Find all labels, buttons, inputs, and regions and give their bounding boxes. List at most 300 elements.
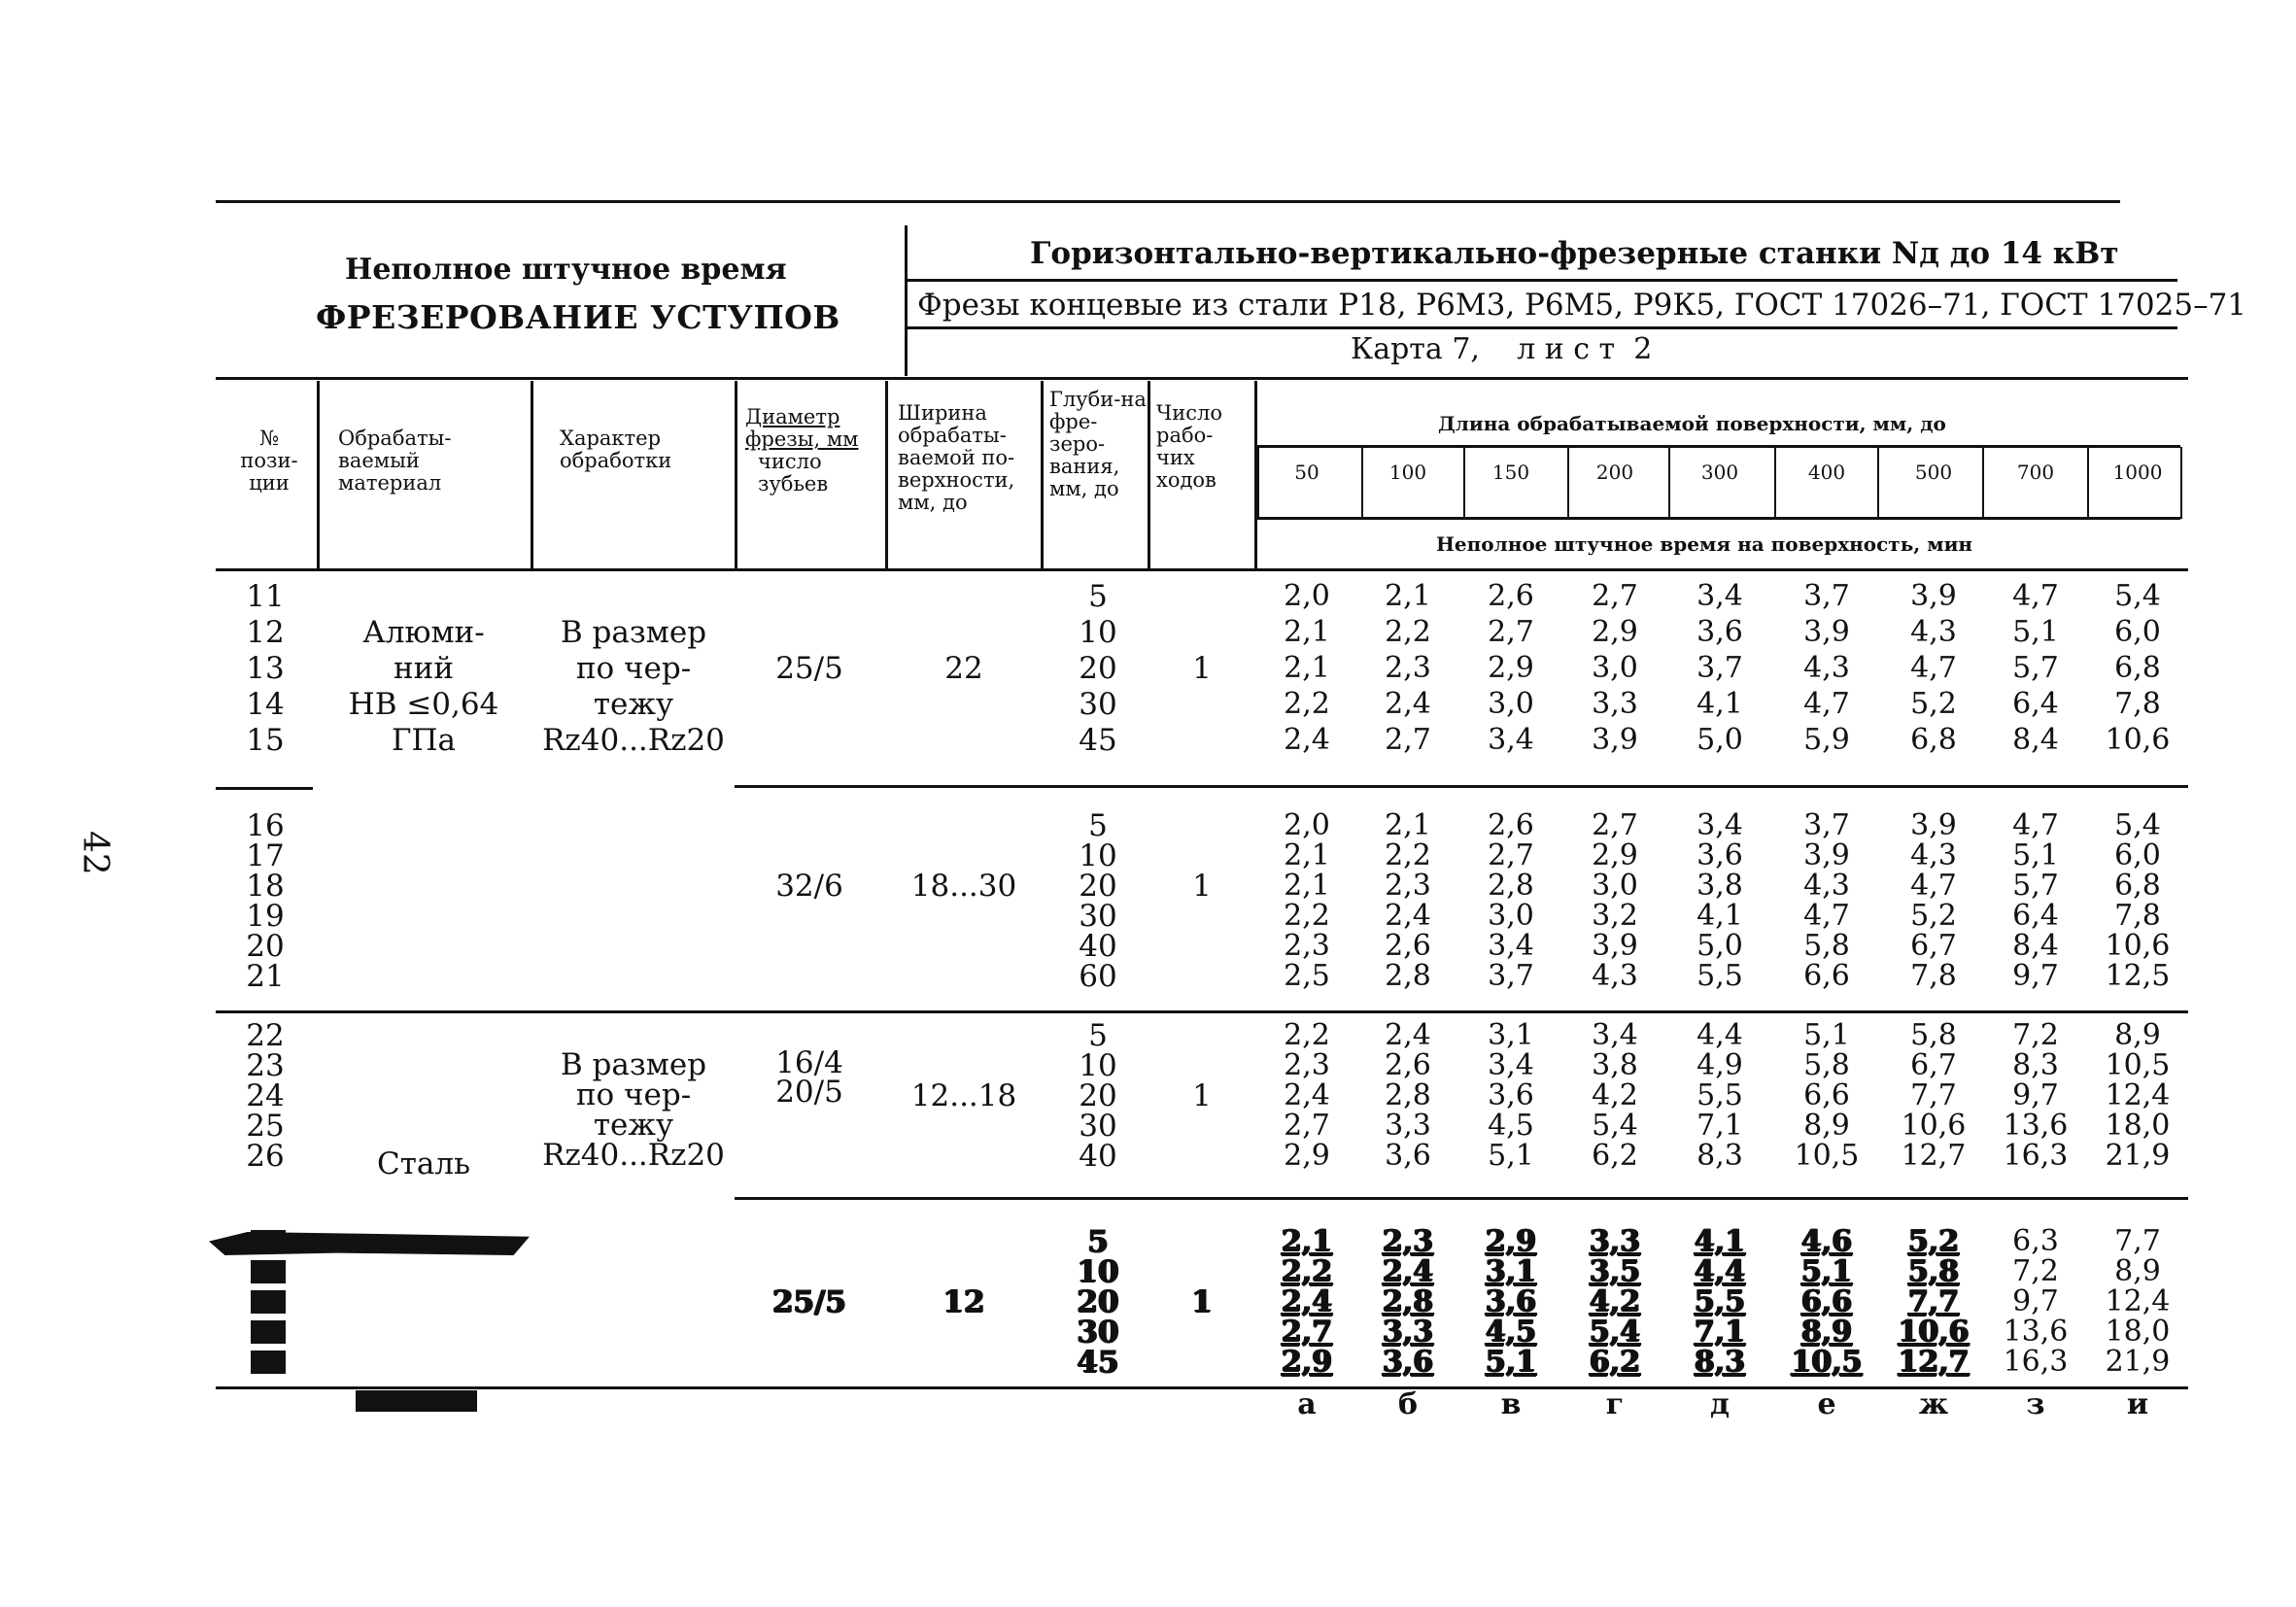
tick-divider [2180,447,2182,519]
time-cell: 8,9 [2114,1254,2161,1288]
time-cell: 2,9 [1485,1224,1537,1258]
time-cell: 2,1 [1284,869,1330,903]
index-label-blot [356,1390,477,1412]
time-cell: 4,7 [1910,651,1957,685]
time-cell: 5,9 [1803,723,1850,757]
time-cell: 2,3 [1382,1224,1434,1258]
position-blot [251,1290,286,1314]
time-cell: 6,8 [2114,869,2161,903]
time-cell: 3,7 [1803,579,1850,613]
position-number: 16 [246,808,285,843]
time-cell: 3,6 [1696,615,1743,649]
depth-value: 10 [1079,838,1117,873]
time-cell: 6,0 [2114,838,2161,872]
time-cell: 3,8 [1592,1048,1638,1082]
card-label: Карта 7, л и с т 2 [1351,332,1653,366]
position-number: 12 [246,615,285,650]
time-cell: 13,6 [2003,1109,2069,1143]
time-cell: 3,6 [1488,1078,1534,1112]
time-cell: 2,4 [1385,899,1431,933]
time-cell: 5,1 [1485,1345,1537,1379]
page-number: 42 [75,831,115,875]
header-width: Ширина обрабаты-ваемой по-верхности, мм, до [898,401,1015,514]
depth-value: 5 [1088,1018,1108,1053]
character-text: тежу [593,1108,674,1143]
time-cell: 2,1 [1284,651,1330,685]
time-cell: 3,4 [1696,579,1743,613]
time-cell: 8,4 [2012,929,2059,963]
time-cell: 4,7 [1910,869,1957,903]
time-cell: 5,2 [1910,899,1957,933]
time-cell: 5,1 [2012,615,2059,649]
time-cell: 21,9 [2105,1345,2171,1379]
time-cell: 2,9 [1284,1139,1330,1173]
time-cell: 5,5 [1696,959,1743,993]
passes-value: 1 [1192,651,1212,686]
page-title: ФРЕЗЕРОВАНИЕ УСТУПОВ [316,298,840,336]
time-cell: 2,2 [1284,1018,1330,1052]
time-cell: 2,3 [1284,929,1330,963]
time-cell: 2,7 [1488,615,1534,649]
machine-heading: Горизонтально-вертикально-фрезерные станки Nд до 14 кВт [1030,236,2119,271]
header-teeth: число зубьев [758,450,829,496]
time-cell: 12,7 [1901,1139,1967,1173]
tick-divider [1567,447,1569,519]
material-text: Алюми- [362,615,485,650]
time-cell: 5,0 [1696,723,1743,757]
time-cell: 6,2 [1592,1139,1638,1173]
time-cell: 3,3 [1592,687,1638,721]
time-cell: 3,9 [1592,723,1638,757]
time-cell: 4,3 [1910,615,1957,649]
header-material: Обрабаты-ваемый материал [338,427,452,495]
position-number: 26 [246,1139,285,1174]
time-cell: 4,5 [1485,1315,1537,1349]
time-cell: 5,0 [1696,929,1743,963]
time-cell: 12,7 [1898,1345,1970,1379]
column-index: а [1297,1387,1317,1421]
tick-divider [1257,447,1259,519]
time-cell: 2,7 [1592,579,1638,613]
time-cell: 3,6 [1696,838,1743,872]
time-cell: 7,1 [1696,1109,1743,1143]
time-cell: 3,8 [1696,869,1743,903]
time-cell: 4,7 [2012,808,2059,842]
time-cell: 2,7 [1385,723,1431,757]
time-cell: 3,9 [1592,929,1638,963]
time-cell: 8,3 [1696,1139,1743,1173]
depth-value: 45 [1079,723,1117,758]
tick-divider [1463,447,1465,519]
character-text: Rz40...Rz20 [542,1138,725,1173]
time-cell: 4,9 [1696,1048,1743,1082]
time-cell: 3,6 [1382,1345,1434,1379]
tick-divider [2087,447,2089,519]
time-cell: 18,0 [2105,1109,2171,1143]
rule-cutters [908,326,2177,329]
position-number: 20 [246,929,285,964]
depth-value: 20 [1077,1284,1119,1319]
time-cell: 6,7 [1910,1048,1957,1082]
depth-value: 30 [1079,1109,1117,1144]
time-cell: 10,6 [1898,1315,1970,1349]
time-cell: 10,6 [1901,1109,1967,1143]
time-cell: 21,9 [2105,1139,2171,1173]
time-cell: 2,2 [1385,838,1431,872]
bottom-rule [216,1386,2188,1389]
position-number: 11 [246,579,285,614]
time-cell: 10,5 [1794,1139,1860,1173]
character-text: В размер [560,1047,707,1082]
rule-card [216,377,2188,380]
position-number: 17 [246,838,285,873]
time-cell: 7,8 [1910,959,1957,993]
time-cell: 2,3 [1284,1048,1330,1082]
tick-divider [1982,447,1984,519]
position-number: 15 [246,723,285,758]
time-cell: 8,4 [2012,723,2059,757]
length-tick: 200 [1595,461,1634,484]
position-number: 14 [246,687,285,722]
time-cell: 7,8 [2114,899,2161,933]
time-cell: 3,9 [1803,838,1850,872]
position-number: 25 [246,1109,285,1144]
material-text: НВ ≤0,64 [348,687,499,722]
passes-value: 1 [1191,1284,1213,1319]
time-cell: 7,7 [1907,1284,1960,1318]
top-rule [216,200,2120,203]
time-cell: 2,9 [1592,615,1638,649]
time-cell: 2,3 [1385,651,1431,685]
time-cell: 5,4 [1589,1315,1641,1349]
character-text: по чер- [575,651,692,686]
depth-value: 20 [1079,1078,1117,1113]
length-tick: 150 [1491,461,1530,484]
column-index: ж [1918,1387,1949,1421]
time-cell: 2,3 [1385,869,1431,903]
header-depth: Глуби-на фре-зеро-вания, мм, до [1049,388,1147,500]
header-diameter: Диаметр фрезы, мм [745,405,859,451]
time-cell: 2,1 [1385,808,1431,842]
length-header: Длина обрабатываемой поверхности, мм, до [1438,412,1946,435]
tick-divider [1668,447,1670,519]
time-cell: 2,2 [1284,899,1330,933]
length-tick: 300 [1700,461,1739,484]
time-cell: 18,0 [2105,1315,2171,1349]
time-cell: 2,6 [1385,1048,1431,1082]
time-cell: 4,4 [1696,1018,1743,1052]
time-cell: 10,6 [2105,929,2171,963]
time-cell: 6,2 [1589,1345,1641,1379]
time-cell: 4,3 [1803,869,1850,903]
material-blot [209,1232,530,1255]
group-rule-2 [216,1010,2188,1013]
time-cell: 2,2 [1284,687,1330,721]
time-cell: 2,7 [1281,1315,1333,1349]
time-cell: 8,9 [1803,1109,1850,1143]
time-cell: 3,0 [1488,687,1534,721]
time-cell: 2,1 [1284,838,1330,872]
length-tick: 100 [1388,461,1427,484]
time-cell: 2,7 [1592,808,1638,842]
position-number: 18 [246,869,285,904]
position-number: 22 [246,1018,285,1053]
tick-divider [1361,447,1363,519]
col-divider [735,381,737,571]
time-cell: 10,6 [2105,723,2171,757]
length-tick: 400 [1807,461,1846,484]
tick-divider [1877,447,1879,519]
character-text: по чер- [575,1077,692,1112]
time-cell: 9,7 [2012,959,2059,993]
time-cell: 7,7 [1910,1078,1957,1112]
time-cell: 5,1 [1803,1018,1850,1052]
time-cell: 2,7 [1284,1109,1330,1143]
time-header: Неполное штучное время на поверхность, мин [1436,532,1973,556]
time-cell: 8,9 [1800,1315,1853,1349]
time-cell: 3,0 [1488,899,1534,933]
length-tick: 700 [2016,461,2055,484]
time-cell: 5,4 [2114,808,2161,842]
material-text: ГПа [391,723,457,758]
time-cell: 3,2 [1592,899,1638,933]
diameter-value: 16/4 [775,1045,843,1080]
time-cell: 2,8 [1385,959,1431,993]
time-cell: 10,5 [1791,1345,1863,1379]
col-divider [1148,381,1150,571]
character-text: тежу [593,687,674,722]
position-blot [251,1260,286,1283]
material-text: ний [394,651,454,686]
time-cell: 4,7 [1803,899,1850,933]
time-cell: 5,8 [1803,1048,1850,1082]
col-divider [1041,381,1044,571]
time-cell: 4,6 [1800,1224,1853,1258]
length-tick: 1000 [2112,461,2163,484]
time-cell: 2,4 [1281,1284,1333,1318]
time-cell: 16,3 [2003,1345,2069,1379]
time-cell: 2,0 [1284,808,1330,842]
time-cell: 2,5 [1284,959,1330,993]
time-cell: 2,8 [1382,1284,1434,1318]
time-cell: 4,2 [1589,1284,1641,1318]
time-cell: 4,2 [1592,1078,1638,1112]
depth-value: 30 [1079,687,1117,722]
time-cell: 16,3 [2003,1139,2069,1173]
position-blot [251,1320,286,1344]
col-divider [531,381,533,571]
depth-value: 5 [1087,1224,1109,1259]
time-cell: 6,6 [1803,959,1850,993]
time-cell: 7,8 [2114,687,2161,721]
column-index: и [2126,1387,2149,1421]
time-cell: 3,4 [1696,808,1743,842]
time-cell: 5,8 [1803,929,1850,963]
time-cell: 5,4 [1592,1109,1638,1143]
group-rule-3 [735,1197,2188,1200]
time-cell: 5,8 [1910,1018,1957,1052]
time-cell: 5,7 [2012,651,2059,685]
col-divider [885,381,888,571]
time-cell: 3,7 [1488,959,1534,993]
time-cell: 5,7 [2012,869,2059,903]
time-cell: 6,6 [1803,1078,1850,1112]
time-cell: 7,1 [1694,1315,1746,1349]
rule-machine [908,279,2177,282]
time-cell: 7,7 [2114,1224,2161,1258]
material-text: Сталь [377,1146,470,1181]
column-index: д [1710,1387,1730,1421]
time-cell: 2,2 [1281,1254,1333,1288]
position-blot [251,1351,286,1374]
time-cell: 12,4 [2105,1078,2171,1112]
time-cell: 2,8 [1385,1078,1431,1112]
time-cell: 5,2 [1910,687,1957,721]
depth-value: 10 [1079,615,1117,650]
time-cell: 10,5 [2105,1048,2171,1082]
time-cell: 3,9 [1910,579,1957,613]
diameter-value: 25/5 [775,651,843,686]
width-value: 12 [942,1284,985,1319]
time-cell: 4,3 [1910,838,1957,872]
diameter-value: 32/6 [775,869,843,904]
time-cell: 3,6 [1485,1284,1537,1318]
diameter-value: 25/5 [771,1284,847,1319]
time-cell: 5,2 [1907,1224,1960,1258]
time-cell: 13,6 [2003,1315,2069,1349]
time-cell: 3,9 [1910,808,1957,842]
time-cell: 4,1 [1694,1224,1746,1258]
character-text: Rz40...Rz20 [542,723,725,758]
time-cell: 3,3 [1385,1109,1431,1143]
time-cell: 2,6 [1488,579,1534,613]
width-value: 22 [944,651,983,686]
time-cell: 2,4 [1284,1078,1330,1112]
time-cell: 5,8 [1907,1254,1960,1288]
title-line1: Неполное штучное время [345,253,787,287]
time-cell: 2,9 [1488,651,1534,685]
header-pos: № пози-ции [240,427,298,495]
time-cell: 2,4 [1382,1254,1434,1288]
time-cell: 3,3 [1589,1224,1641,1258]
depth-value: 5 [1088,808,1108,843]
time-cell: 2,2 [1385,615,1431,649]
time-cell: 6,8 [2114,651,2161,685]
time-cell: 5,1 [2012,838,2059,872]
time-cell: 2,1 [1385,579,1431,613]
diameter-value: 20/5 [775,1075,843,1110]
time-cell: 6,8 [1910,723,1957,757]
time-cell: 3,5 [1589,1254,1641,1288]
time-cell: 3,4 [1592,1018,1638,1052]
passes-value: 1 [1192,1078,1212,1113]
time-cell: 2,6 [1385,929,1431,963]
col-divider [317,381,320,571]
width-value: 12...18 [910,1078,1017,1113]
depth-value: 20 [1079,651,1117,686]
time-cell: 4,7 [2012,579,2059,613]
time-cell: 9,7 [2012,1284,2059,1318]
time-cell: 2,0 [1284,579,1330,613]
length-ticks-rule [1257,517,2180,520]
time-cell: 3,1 [1488,1018,1534,1052]
time-cell: 3,1 [1485,1254,1537,1288]
time-cell: 3,4 [1488,723,1534,757]
depth-value: 60 [1079,959,1117,994]
time-cell: 5,4 [2114,579,2161,613]
time-cell: 2,4 [1385,1018,1431,1052]
group-rule-1b [735,785,2188,788]
time-cell: 6,3 [2012,1224,2059,1258]
length-tick: 50 [1294,461,1319,484]
depth-value: 45 [1077,1345,1119,1380]
depth-value: 10 [1077,1254,1119,1289]
time-cell: 6,4 [2012,687,2059,721]
time-cell: 5,1 [1488,1139,1534,1173]
column-index: е [1817,1387,1836,1421]
cutters-heading: Фрезы концевые из стали Р18, Р6М3, Р6М5, Р9К5, ГОСТ 17026–71, ГОСТ 17025–71 [917,288,2247,323]
position-number: 19 [246,899,285,934]
length-tick: 500 [1914,461,1953,484]
time-cell: 3,4 [1488,929,1534,963]
position-number: 21 [246,959,285,994]
time-cell: 3,7 [1803,808,1850,842]
time-cell: 3,0 [1592,869,1638,903]
position-number: 24 [246,1078,285,1113]
time-cell: 7,2 [2012,1018,2059,1052]
time-cell: 3,3 [1382,1315,1434,1349]
time-cell: 6,7 [1910,929,1957,963]
time-cell: 2,1 [1284,615,1330,649]
width-value: 18...30 [910,869,1017,904]
column-header-bottom-rule [216,568,2188,571]
depth-value: 20 [1079,869,1117,904]
time-cell: 4,5 [1488,1109,1534,1143]
time-cell: 3,9 [1803,615,1850,649]
time-cell: 4,3 [1592,959,1638,993]
time-cell: 2,9 [1281,1345,1333,1379]
time-cell: 3,0 [1592,651,1638,685]
depth-value: 30 [1079,899,1117,934]
time-cell: 12,5 [2105,959,2171,993]
time-cell: 8,9 [2114,1018,2161,1052]
time-cell: 4,1 [1696,687,1743,721]
depth-value: 40 [1079,929,1117,964]
group-rule-1 [216,787,313,790]
character-text: В размер [560,615,707,650]
time-cell: 2,8 [1488,869,1534,903]
time-cell: 4,4 [1694,1254,1746,1288]
time-cell: 12,4 [2105,1284,2171,1318]
header-passes: Число рабо-чих ходов [1156,401,1222,492]
time-cell: 6,6 [1800,1284,1853,1318]
time-cell: 9,7 [2012,1078,2059,1112]
time-cell: 5,5 [1694,1284,1746,1318]
depth-value: 30 [1077,1315,1119,1350]
header-character: Характер обработки [560,427,672,472]
position-number: 23 [246,1048,285,1083]
time-cell: 7,2 [2012,1254,2059,1288]
time-cell: 3,4 [1488,1048,1534,1082]
time-cell: 4,1 [1696,899,1743,933]
time-cell: 2,7 [1488,838,1534,872]
time-cell: 2,4 [1385,687,1431,721]
column-index: б [1397,1387,1418,1421]
time-cell: 8,3 [1694,1345,1746,1379]
time-cell: 6,0 [2114,615,2161,649]
time-cell: 2,4 [1284,723,1330,757]
tick-divider [1774,447,1776,519]
